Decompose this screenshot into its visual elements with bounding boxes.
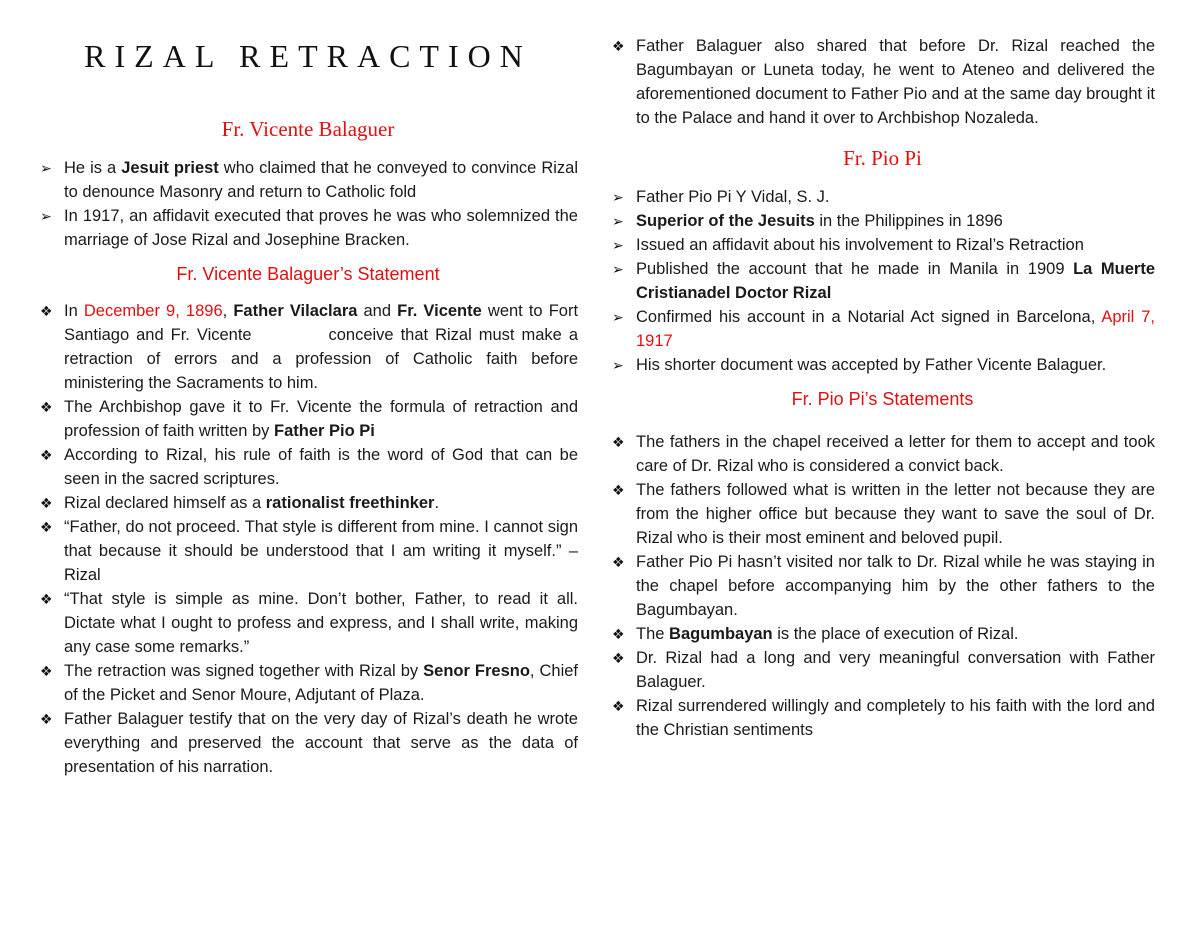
list-item: ❖ According to Rizal, his rule of faith is the word of God that can be seen in the sacred scriptures. (38, 443, 578, 491)
pio-pi-list (610, 185, 1155, 377)
list-item: ❖ The fathers followed what is written in the letter not because they are from the higher office but because they want to save the soul of Dr. Rizal who is their most eminent and beloved pupil. (610, 478, 1155, 550)
balaguer-statement-list-continued (610, 34, 1155, 130)
list-item: ❖ The fathers in the chapel received a letter for them to accept and took care of Dr. Rizal who is considered a convict back. (610, 430, 1155, 478)
list-item: ➢ His shorter document was accepted by Father Vicente Balaguer. (610, 353, 1155, 377)
diamond-bullet-icon: ❖ (612, 482, 625, 498)
list-item: ❖ Rizal surrendered willingly and completely to his faith with the lord and the Christian sentiments (610, 694, 1155, 742)
balaguer-heading: Fr. Vicente Balaguer (221, 117, 395, 141)
diamond-bullet-icon: ❖ (40, 711, 53, 727)
balaguer-list (38, 156, 578, 252)
pio-pi-heading: Fr. Pio Pi (843, 146, 922, 170)
arrow-bullet-icon: ➢ (612, 261, 624, 277)
list-item: ❖ “That style is simple as mine. Don’t bother, Father, to read it all. Dictate what I ought to profess and express, and I shall write, making any case some remarks.” (38, 587, 578, 659)
list-item: ❖ In December 9, 1896, Father Vilaclara and Fr. Vicente went to Fort Santiago and Fr. Vicente conceive that Rizal must make a retraction of errors and a profession of Catholic faith before ministering the Sacraments to him. (38, 299, 578, 395)
arrow-bullet-icon: ➢ (612, 309, 624, 325)
diamond-bullet-icon: ❖ (612, 38, 625, 54)
diamond-bullet-icon: ❖ (40, 663, 53, 679)
diamond-bullet-icon: ❖ (40, 591, 53, 607)
pio-pi-statement-list (610, 430, 1155, 742)
diamond-bullet-icon: ❖ (40, 519, 53, 535)
diamond-bullet-icon: ❖ (40, 399, 53, 415)
diamond-bullet-icon: ❖ (612, 650, 625, 666)
diamond-bullet-icon: ❖ (40, 303, 53, 319)
list-item: ➢ Published the account that he made in Manila in 1909 La Muerte Cristianadel Doctor Rizal (610, 257, 1155, 305)
list-item: ❖ Father Balaguer testify that on the very day of Rizal’s death he wrote everything and preserved the account that serve as the data of presentation of his narration. (38, 707, 578, 779)
diamond-bullet-icon: ❖ (612, 434, 625, 450)
list-item: ➢ Superior of the Jesuits in the Philippines in 1896 (610, 209, 1155, 233)
balaguer-statement-heading: Fr. Vicente Balaguer’s Statement (176, 264, 440, 284)
balaguer-statement-list (38, 299, 583, 779)
list-item: ➢ Confirmed his account in a Notarial Act signed in Barcelona, April 7, 1917 (610, 305, 1155, 353)
arrow-bullet-icon: ➢ (612, 213, 624, 229)
list-item: ❖ The Bagumbayan is the place of execution of Rizal. (610, 622, 1155, 646)
arrow-bullet-icon: ➢ (612, 357, 624, 373)
list-item: ➢ Father Pio Pi Y Vidal, S. J. (610, 185, 1155, 209)
date-text: April 7, 1917 (636, 308, 1156, 350)
arrow-bullet-icon: ➢ (40, 208, 52, 224)
list-item: ❖ Rizal declared himself as a rationalist freethinker. (38, 491, 578, 515)
right-column (610, 0, 1155, 742)
list-item: ➢ In 1917, an affidavit executed that proves he was who solemnized the marriage of Jose Rizal and Josephine Bracken. (38, 204, 578, 252)
list-item: ❖ The Archbishop gave it to Fr. Vicente the formula of retraction and profession of faith written by Father Pio Pi (38, 395, 578, 443)
list-item: ❖ Father Pio Pi hasn’t visited nor talk to Dr. Rizal while he was staying in the chapel before accompanying him by the other fathers to the Bagumbayan. (610, 550, 1155, 622)
arrow-bullet-icon: ➢ (612, 189, 624, 205)
diamond-bullet-icon: ❖ (612, 554, 625, 570)
diamond-bullet-icon: ❖ (612, 698, 625, 714)
left-column (38, 0, 583, 779)
arrow-bullet-icon: ➢ (40, 160, 52, 176)
list-item: ❖ The retraction was signed together with Rizal by Senor Fresno, Chief of the Picket and Senor Moure, Adjutant of Plaza. (38, 659, 578, 707)
document-title: RIZAL RETRACTION (84, 38, 532, 74)
diamond-bullet-icon: ❖ (40, 447, 53, 463)
pio-pi-statement-heading: Fr. Pio Pi’s Statements (791, 389, 974, 409)
diamond-bullet-icon: ❖ (612, 626, 625, 642)
list-item: ❖ “Father, do not proceed. That style is different from mine. I cannot sign that because it should be understood that I am writing it myself.” –Rizal (38, 515, 578, 587)
list-item: ➢ He is a Jesuit priest who claimed that he conveyed to convince Rizal to denounce Masonry and return to Catholic fold (38, 156, 578, 204)
list-item: ❖ Dr. Rizal had a long and very meaningful conversation with Father Balaguer. (610, 646, 1155, 694)
list-item: ❖ Father Balaguer also shared that before Dr. Rizal reached the Bagumbayan or Luneta today, he went to Ateneo and delivered the aforementioned document to Father Pio and at the same day brought it to the Palace and hand it over to Archbishop Nozaleda. (610, 34, 1155, 130)
diamond-bullet-icon: ❖ (40, 495, 53, 511)
arrow-bullet-icon: ➢ (612, 237, 624, 253)
list-item: ➢ Issued an affidavit about his involvement to Rizal’s Retraction (610, 233, 1155, 257)
date-text: December 9, 1896 (83, 302, 223, 320)
